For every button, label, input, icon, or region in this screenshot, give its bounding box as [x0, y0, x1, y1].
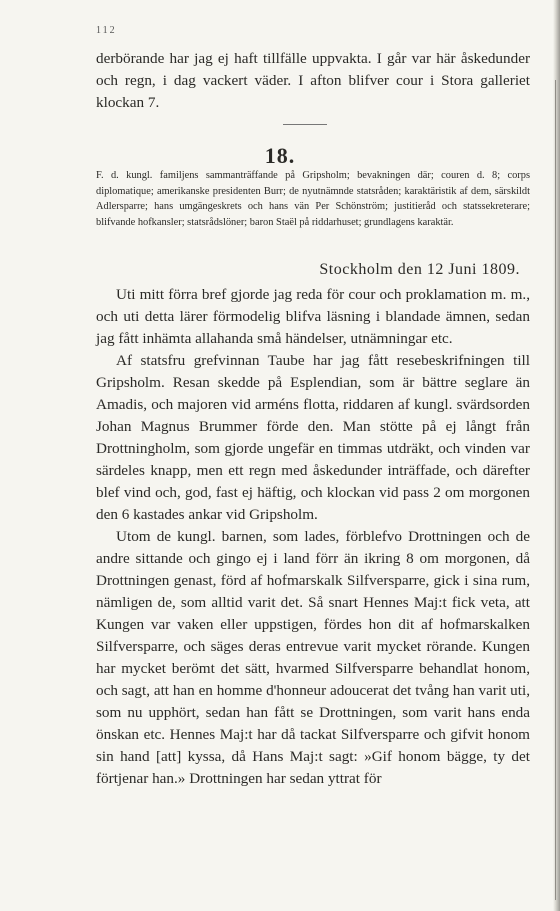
page-edge-line: [555, 80, 556, 900]
letter-body: [96, 284, 530, 790]
letter-dateline: Stockholm den 12 Juni 1809.: [319, 261, 520, 278]
section-divider: [283, 124, 327, 125]
intro-paragraph: derbörande har jag ej haft tillfälle uppvakta. I går var här åskedunder och regn, i dag vackert väder. I afton blifver cour i Stora galleriet klockan 7.: [96, 50, 530, 111]
body-paragraph: Af statsfru grefvinnan Taube har jag fått resebeskrifningen till Gripsholm. Resan skedde på Esplendian, som är bättre seglare än Amadis, och majoren vid arméns flotta, riddaren af kungl. svärdsorden Johan Magnus Brummer förde den. Man stötte på ej långt från Drottningholm, som gjorde ungefär en timmas utdräkt, och vinden var särdeles knapp, men ett regn med åskedunder inträffade, och därefter blef vind och, god, fast ej häftig, och klockan vid pass 2 om morgonen den 6 kastades ankar vid Gripsholm.: [96, 352, 530, 523]
body-paragraph: Uti mitt förra bref gjorde jag reda för cour och proklamation m. m., och uti detta lärer förmodelig blifva läsning i blandade ämnen, sedan jag fått inhämta allahanda små händelser, utnämningar etc.: [96, 286, 530, 347]
intro-paragraph-block: [96, 48, 530, 114]
letter-summary: F. d. kungl. familjens sammanträffande på Gripsholm; bevakningen där; couren d. 8; corps diplomatique; amerikanske presidenten Burr; de nyutnämnde statsråden; karaktäristik af dem, särskildt Adlersparre; hans umgängeskrets och hans vän Per Schönström; justitieråd och statssekreterare; blifvande hofkansler; statsrådslöner; baron Staël på riddarhuset; grundlagens karaktär.: [96, 170, 530, 228]
page-number: 112: [96, 25, 117, 36]
body-paragraph: Utom de kungl. barnen, som lades, förblefvo Drottningen och de andre sittande och gingo ej i land förr än ikring 8 om morgonen, då Drottningen genast, förd af hofmarskalk Silfversparre, gick i sina rum, nämligen de, som alltid varit det. Så snart Hennes Maj:t fick veta, att Kungen var vaken eller uppstigen, fördes hon dit af hofmarskalken Silfversparre, och säges deras entrevue varit mycket rörande. Kungen har mycket berömt det sätt, hvarmed Silfversparre behandlat honom, och sagt, att han en homme d'honneur adoucerat det tvång han varit uti, som nu upphört, sedan han fått se Drottningen, som varit hans enda önskan etc. Hennes Maj:t har då tackat Silfversparre och gifvit honom sin hand [att] kyssa, då Hans Maj:t sagt: »Gif honom bägge, ty det förtjenar han.» Drottningen har sedan yttrat för: [96, 528, 530, 787]
letter-number: 18.: [264, 143, 296, 168]
letter-summary-block: [96, 168, 530, 230]
